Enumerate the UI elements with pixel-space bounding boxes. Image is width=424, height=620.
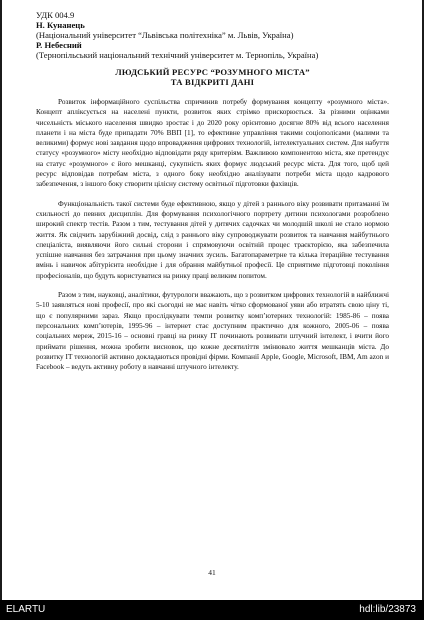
- article-metadata: [36, 10, 389, 60]
- footer-repository-label: ELARTU: [6, 604, 46, 615]
- author-2: Р. Небесний: [36, 40, 82, 50]
- footer-bar: [0, 600, 424, 620]
- document-page: [2, 0, 422, 600]
- udk-code: УДК 004.9: [36, 10, 75, 20]
- paragraph-1: Розвиток інформаційного суспільства спричинив потребу формування концепту «розумного міста». Концепт апліксується на населені пункти, розвиток яких стрімко прискорюється. За різними оцінками чисельність міського населення швидко зростає і до 2020 року орієнтовно досягне 80% від всього населення планети і на міста буде припадати 70% ВВП [1], то ефективне управління такими соціополісами (малими та великими) формує нові завдання щодо впровадження цифрових технологій, інтелектуальних систем. Для набуття статусу «розумного» місту необхідно відповідати ряду критеріям. Важливою компонентою міста, яке претендує на статус «розумного» є його мешканці, сукупність яких формує людський ресурс міста. Для того, щоб цей ресурс відповідав потребам міста, з одного боку необхідно аналізувати потреби міста щодо кадрового забезпечення, з іншого боку створити цілісну систему освітньої підготовки фахівців.: [36, 98, 389, 189]
- title-line-1: ЛЮДСЬКИЙ РЕСУРС “РОЗУМНОГО МІСТА”: [115, 67, 310, 77]
- author-1: Н. Кунанець: [36, 20, 85, 30]
- article-title: [36, 67, 389, 87]
- paragraph-2: Функціональність такої системи буде ефективною, якщо у дітей з раннього віку розвивати притаманні їм схильності до певних дисциплін. Для формування психологічного портрету дитини психологами розроблено широкий спектр тестів. Разом з тим, тестування дітей у дитячих садочках чи молодшій школі не стало нормою життя. Як свідчить зарубіжний досвід, слід з раннього віку супроводжувати розвиток та навчання майбутнього спеціаліста, виявляючи його сильні сторони і спрямовуючи освітній процес траєкторією, яка забезпечила успішне навчання без затрачання при цьому значних зусиль. Багатопараметрне та кілька ітераційне тестування вмінь і навичок абітурієнта необхідне і для обрання майбутньої професії. Це сприятиме підготовці покоління професіоналів, що будуть користуватися на ринку праці великим попитом.: [36, 199, 389, 280]
- paragraph-3: Разом з тим, науковці, аналітики, футурологи вважають, що з розвитком цифрових технологій в найближчі 5-10 заявляться нові професії, про які сьогодні не має навіть чітко сформованої уяви або втратять свою ціну ті, що є популярними зараз. Якщо прослідкувати темпи розвитку комп’ютерних технологій: 1985-86 – поява персональних комп’ютерів, 1995-96 – інтернет стає доступним практично для кожного, 2005-06 – поява соціальних мереж, 2015-16 – основні гравці на ринку ІТ починають розвивати штучний інтелект, і вчити його приймати рішення, можна зробити висновок, що кожне десятиліття змінювало життя мешканців міста. До розвитку ІТ технологій активно докладаються провідні фірми. Компанії Apple, Google, Microsoft, IBM, Am azon и Facebook – ведуть активну роботу в навчанні штучного інтелекту.: [36, 291, 389, 372]
- affiliation-1: (Національний університет “Львівська політехніка” м. Львів, Україна): [36, 30, 294, 40]
- page-content: [36, 10, 389, 372]
- page-number: 41: [208, 568, 216, 577]
- footer-handle-label: hdl:lib/23873: [359, 604, 416, 615]
- affiliation-2: (Тернопільський національний технічний університет м. Тернопіль, Україна): [36, 50, 319, 60]
- title-line-2: ТА ВІДКРИТІ ДАНІ: [170, 77, 255, 87]
